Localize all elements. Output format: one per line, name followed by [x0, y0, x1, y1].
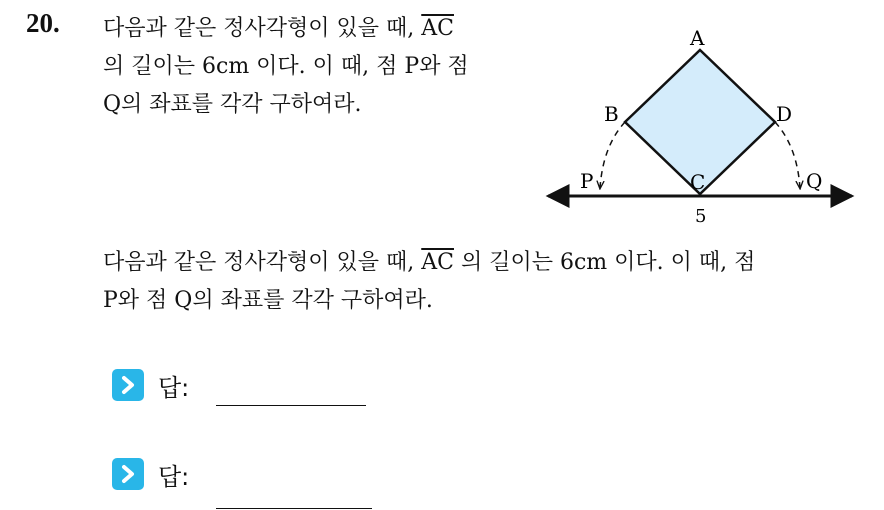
label-c: C	[690, 170, 706, 194]
restatement-line-1-pre: 다음과 같은 정사각형이 있을 때,	[103, 250, 422, 275]
question-restatement	[103, 244, 873, 320]
segment-ac: $\overline{AC}$	[421, 16, 454, 41]
question-text	[103, 10, 533, 124]
answer-label-1: 답:	[158, 373, 190, 402]
label-tick-5: 5	[695, 206, 707, 227]
chevron-right-icon	[112, 458, 144, 490]
restatement-line-1-post: 의 길이는 6cm 이다. 이 때, 점	[453, 250, 756, 275]
label-a: A	[690, 26, 705, 50]
restatement-line-2: P와 점 Q의 좌표를 각각 구하여라.	[103, 288, 433, 313]
label-p: P	[580, 169, 594, 193]
question-line-1-text: 다음과 같은 정사각형이 있을 때,	[103, 16, 422, 41]
answer-field-1	[112, 367, 189, 403]
answer-label-2: 답:	[158, 462, 190, 491]
answer-blank-2[interactable]	[216, 508, 372, 509]
answer-field-2	[112, 456, 189, 492]
label-q: Q	[806, 169, 823, 193]
label-d: D	[776, 102, 793, 126]
label-b: B	[604, 102, 619, 126]
chevron-right-icon	[112, 369, 144, 401]
answer-blank-1[interactable]	[216, 405, 366, 406]
arc-b-to-p	[600, 122, 625, 188]
square-figure	[540, 18, 870, 233]
restatement-segment-ac: $\overline{AC}$	[421, 250, 454, 275]
restatement-line-1	[103, 244, 873, 282]
question-number: 20.	[26, 8, 60, 38]
question-line-1	[103, 10, 533, 48]
question-line-3: Q의 좌표를 각각 구하여라.	[103, 92, 362, 117]
question-line-2: 의 길이는 6cm 이다. 이 때, 점 P와 점	[103, 54, 469, 79]
arc-d-to-q	[775, 122, 800, 188]
